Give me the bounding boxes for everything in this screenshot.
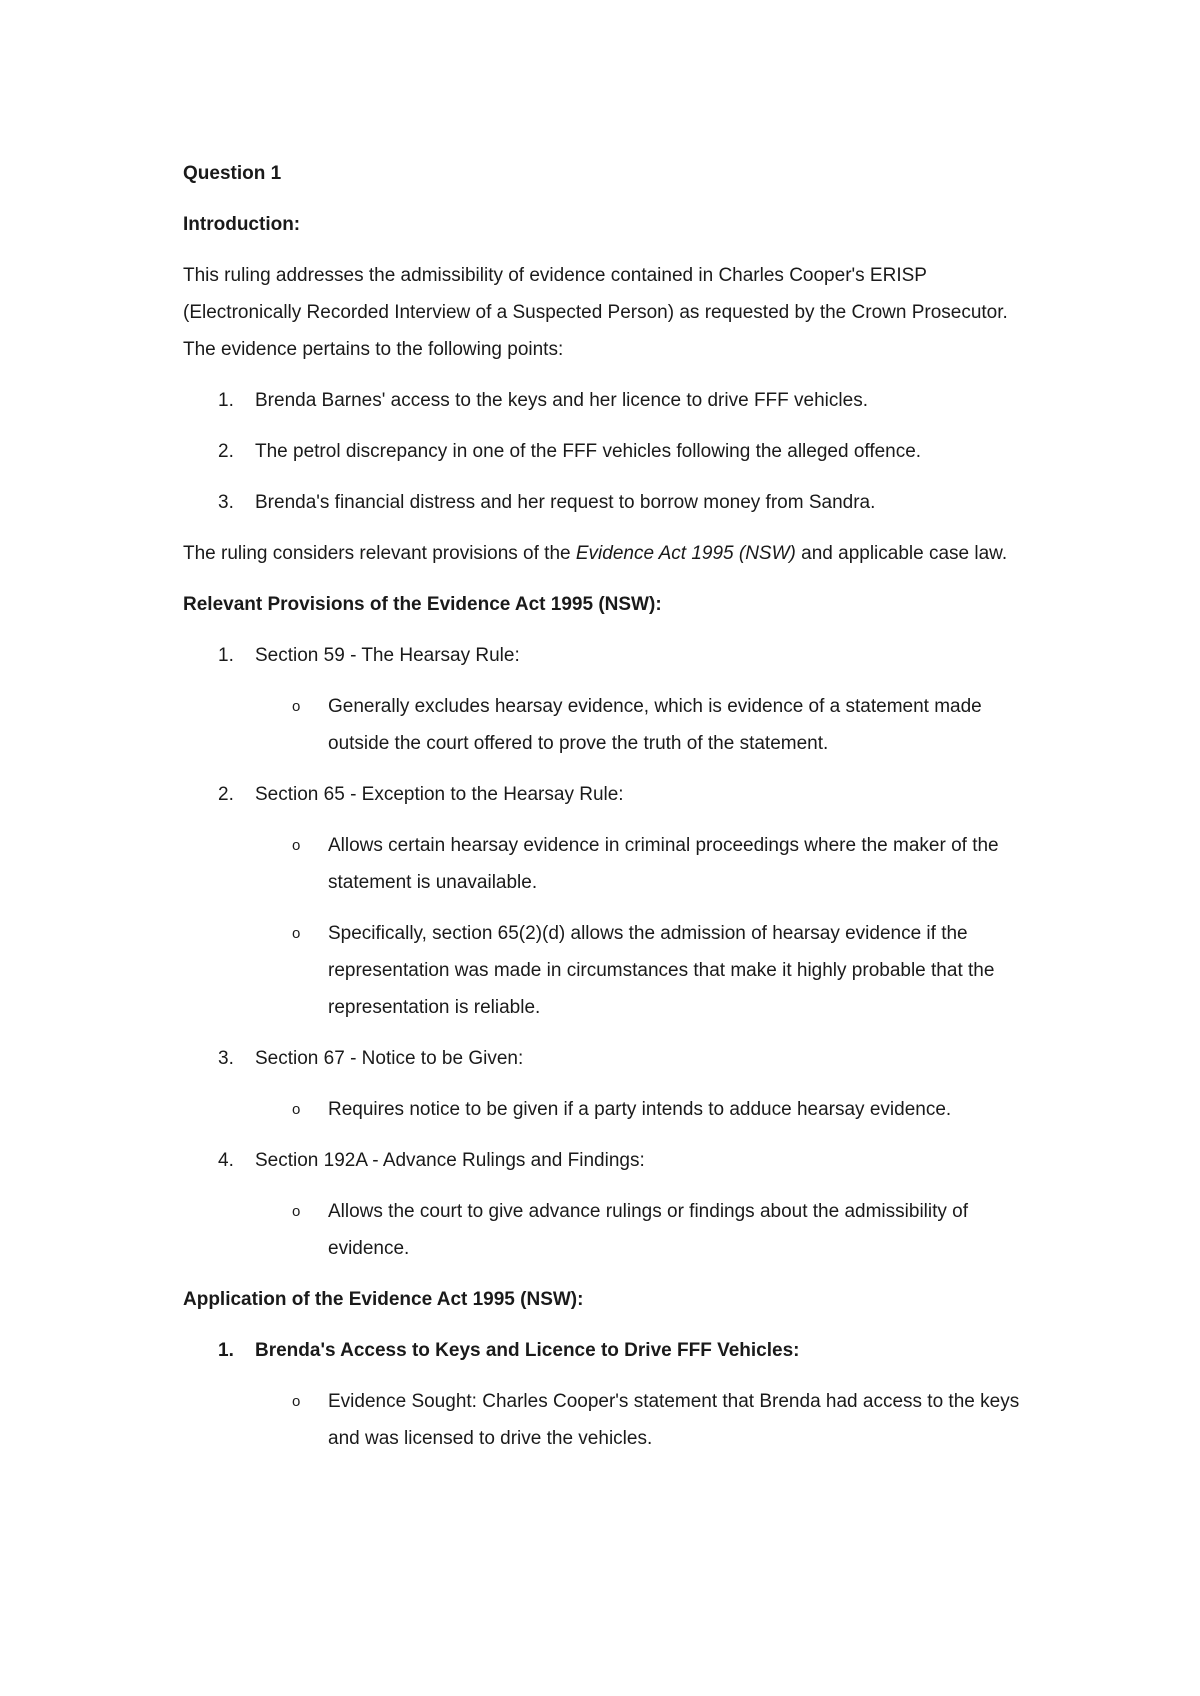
provision-title: Section 59 - The Hearsay Rule: — [255, 645, 520, 666]
provisions-heading: Relevant Provisions of the Evidence Act 1995 (NSW): — [183, 594, 662, 615]
intro-point — [183, 433, 1033, 470]
circle-bullet-icon: o — [292, 925, 301, 942]
introduction-heading: Introduction: — [183, 214, 301, 235]
circle-bullet-icon: o — [292, 1101, 301, 1118]
list-number: 3. — [218, 1048, 234, 1069]
circle-bullet-icon: o — [292, 698, 301, 715]
closing-text: The ruling considers relevant provisions of the — [183, 543, 576, 564]
list-number: 1. — [218, 1340, 234, 1361]
list-number: 3. — [218, 492, 234, 513]
detail-text: Generally excludes hearsay evidence, which is evidence of a statement made outside the court offered to prove the truth of the statement. — [328, 696, 982, 754]
application-title: Brenda's Access to Keys and Licence to Drive FFF Vehicles: — [255, 1340, 800, 1361]
provision-detail — [183, 827, 1033, 901]
document-page — [183, 155, 1033, 1471]
intro-point — [183, 484, 1033, 521]
provision-title: Section 65 - Exception to the Hearsay Rule: — [255, 784, 624, 805]
introduction-paragraph: This ruling addresses the admissibility of evidence contained in Charles Cooper's ERISP (Electronically Recorded Interview of a Suspected Person) as requested by the Crown Prosecutor. The evidence pertains to the following points: — [183, 265, 1008, 360]
list-text: The petrol discrepancy in one of the FFF vehicles following the alleged offence. — [255, 441, 922, 462]
provision-detail — [183, 688, 1033, 762]
detail-text: Specifically, section 65(2)(d) allows the admission of hearsay evidence if the representation was made in circumstances that make it highly probable that the representation is reliable. — [328, 923, 995, 1018]
provision-title: Section 67 - Notice to be Given: — [255, 1048, 524, 1069]
circle-bullet-icon: o — [292, 837, 301, 854]
act-citation: Evidence Act 1995 (NSW) — [575, 543, 796, 564]
provision-detail — [183, 1091, 1033, 1128]
list-number: 4. — [218, 1150, 234, 1171]
list-number: 2. — [218, 441, 234, 462]
application-item — [183, 1332, 1033, 1369]
application-heading: Application of the Evidence Act 1995 (NSW): — [183, 1289, 584, 1310]
provision-title: Section 192A - Advance Rulings and Findings: — [255, 1150, 645, 1171]
list-number: 1. — [218, 645, 234, 666]
closing-text: and applicable case law. — [795, 543, 1008, 564]
provision-detail — [183, 915, 1033, 1026]
detail-text: Evidence Sought: Charles Cooper's statement that Brenda had access to the keys and was licensed to drive the vehicles. — [328, 1391, 1020, 1449]
provision-detail — [183, 1193, 1033, 1267]
list-number: 1. — [218, 390, 234, 411]
list-number: 2. — [218, 784, 234, 805]
provision-item — [183, 776, 1033, 813]
provision-item — [183, 1142, 1033, 1179]
list-text: Brenda's financial distress and her request to borrow money from Sandra. — [255, 492, 876, 513]
intro-point — [183, 382, 1033, 419]
circle-bullet-icon: o — [292, 1393, 301, 1410]
provision-item — [183, 1040, 1033, 1077]
question-title: Question 1 — [183, 163, 282, 184]
circle-bullet-icon: o — [292, 1203, 301, 1220]
detail-text: Allows certain hearsay evidence in criminal proceedings where the maker of the statement is unavailable. — [328, 835, 999, 893]
list-text: Brenda Barnes' access to the keys and her licence to drive FFF vehicles. — [255, 390, 868, 411]
detail-text: Allows the court to give advance rulings or findings about the admissibility of evidence. — [328, 1201, 969, 1259]
introduction-closing — [183, 535, 1033, 572]
detail-text: Requires notice to be given if a party intends to adduce hearsay evidence. — [328, 1099, 952, 1120]
application-detail — [183, 1383, 1033, 1457]
provision-item — [183, 637, 1033, 674]
